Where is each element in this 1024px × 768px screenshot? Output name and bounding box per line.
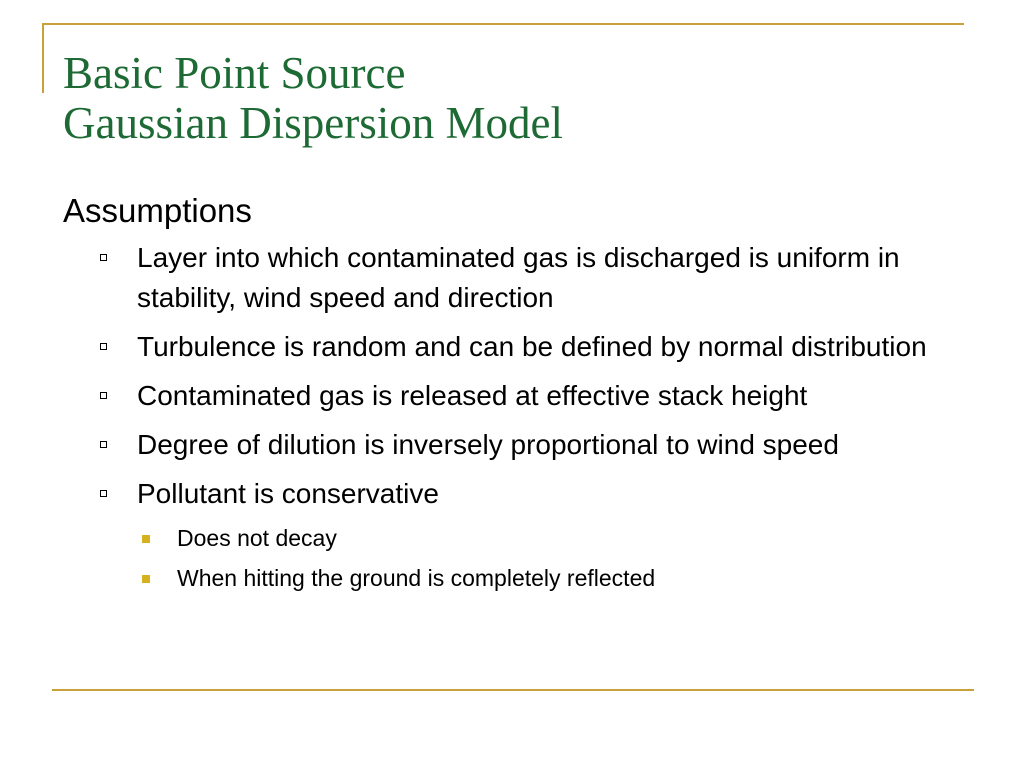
bullet-item <box>63 238 973 318</box>
frame-bottom-line <box>52 689 974 691</box>
hollow-square-icon <box>100 490 107 497</box>
bullet-item <box>63 376 973 416</box>
slide-content <box>63 190 973 603</box>
hollow-square-icon <box>100 441 107 448</box>
bullet-text: Contaminated gas is released at effective stack height <box>137 380 808 411</box>
bullet-item <box>63 425 973 465</box>
sub-bullet-text: When hitting the ground is completely reflected <box>177 565 656 591</box>
bullet-text: Pollutant is conservative <box>137 478 439 509</box>
bullet-text: Turbulence is random and can be defined by normal distribution <box>137 331 927 362</box>
title-line-1: Basic Point Source <box>63 48 406 98</box>
hollow-square-icon <box>100 392 107 399</box>
sub-bullet-list <box>137 522 973 594</box>
filled-square-icon <box>142 575 150 583</box>
sub-bullet-item <box>137 522 973 554</box>
bullet-text: Degree of dilution is inversely proportional to wind speed <box>137 429 839 460</box>
bullet-item <box>63 327 973 367</box>
bullet-list <box>63 238 973 594</box>
title-line-2: Gaussian Dispersion Model <box>63 98 563 148</box>
filled-square-icon <box>142 535 150 543</box>
frame-left-line <box>42 23 44 93</box>
frame-top-line <box>42 23 964 25</box>
section-heading: Assumptions <box>63 192 252 229</box>
slide-title <box>63 48 563 148</box>
bullet-text: Layer into which contaminated gas is discharged is uniform in stability, wind speed and direction <box>137 242 900 313</box>
hollow-square-icon <box>100 254 107 261</box>
hollow-square-icon <box>100 343 107 350</box>
bullet-item <box>63 474 973 594</box>
sub-bullet-text: Does not decay <box>177 525 337 551</box>
sub-bullet-item <box>137 562 973 594</box>
